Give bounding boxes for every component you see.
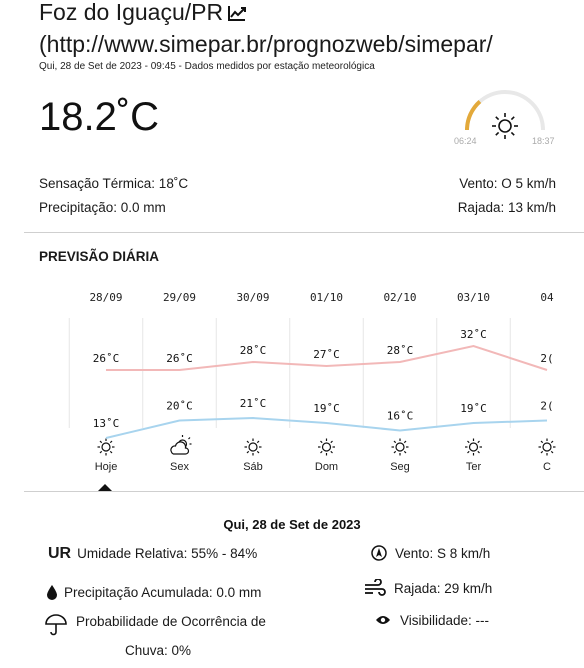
wind-row [371,545,490,564]
humidity-row [48,545,257,563]
eye-icon [375,614,391,629]
sunset-time: 18:37 [532,136,555,146]
forecast-max-temp: 26˚C [166,352,193,365]
humidity-text: Umidade Relativa: 55% - 84% [77,546,258,561]
forecast-min-temp: 16˚C [386,409,414,423]
forecast-day-name: Hoje [94,461,118,473]
city-title-line1: Foz do Iguaçu/PR [39,0,224,25]
feels-like: Sensação Térmica: 18˚C [39,176,189,191]
forecast-date: 02/10 [383,291,417,304]
rain-prob-row [44,614,284,658]
min-temp-line [106,418,547,438]
sun-arc [452,88,562,155]
compass-icon [371,545,387,564]
forecast-date: 28/09 [89,291,123,304]
forecast-date: 30/09 [236,291,270,304]
gust-text: Rajada: 29 km/h [394,581,493,597]
forecast-title: PREVISÃO DIÁRIA [39,249,160,264]
selected-day-pointer [98,484,112,491]
rain-prob-line1: Probabilidade de Ocorrência de [76,614,266,629]
current-temperature: 18.2˚C [39,95,160,139]
city-title-line2[interactable]: (http://www.simepar.br/prognozweb/simepar/ [39,30,493,57]
sun-icon [318,439,335,456]
sunrise-time: 06:24 [454,136,477,146]
sun-icon [492,113,518,139]
accumulated-text: Precipitação Acumulada: 0.0 mm [64,585,262,601]
sun-icon [245,439,262,456]
sun-icon [539,439,556,456]
forecast-max-temp: 32˚C [460,328,487,341]
measurement-subtitle: Qui, 28 de Set de 2023 - 09:45 - Dados medidos por estação meteorológica [39,61,375,72]
sun-icon [465,439,482,456]
current-gust: Rajada: 13 km/h [457,200,556,215]
forecast-date: 29/09 [162,291,197,304]
city-title [39,0,493,59]
wind-gust-icon [364,579,386,600]
current-wind: Vento: O 5 km/h [459,176,556,191]
forecast-max-temp: 26˚C [92,352,120,365]
forecast-max-temp: 28˚C [239,344,267,357]
forecast-day-name: Ter [465,461,482,473]
divider-bottom [24,491,584,492]
umbrella-icon [44,614,68,639]
forecast-min-temp: 2( [540,399,554,413]
details-date-title: Qui, 28 de Set de 2023 [223,517,361,532]
divider-top [24,232,584,233]
sun-progress-arc [467,102,480,131]
forecast-date: 03/10 [456,291,491,304]
daily-forecast-chart [0,282,584,492]
accumulated-row [46,584,261,603]
forecast-day-name: Seg [390,461,410,473]
forecast-min-temp: 21˚C [239,397,267,410]
current-precipitation: Precipitação: 0.0 mm [39,200,166,215]
forecast-max-temp: 28˚C [386,344,414,357]
sun-icon [98,439,115,456]
wind-text: Vento: S 8 km/h [395,546,491,562]
drop-icon [46,584,58,603]
visibility-text: Visibilidade: --- [400,613,490,628]
forecast-date: 04 [540,291,554,304]
rain-prob-line2: Chuva: 0% [125,643,192,658]
forecast-max-temp: 27˚C [313,348,340,361]
forecast-min-temp: 13˚C [92,417,120,430]
visibility-row [375,613,489,629]
gust-row [364,579,492,600]
partly-cloudy-icon [171,435,192,454]
chart-trend-icon[interactable] [227,0,247,29]
forecast-max-temp: 2( [540,352,554,365]
forecast-min-temp: 19˚C [313,402,340,415]
forecast-date: 01/10 [309,291,344,304]
forecast-min-temp: 20˚C [166,399,193,413]
sun-icon [392,439,409,456]
forecast-min-temp: 19˚C [460,402,487,415]
forecast-day-name: Dom [314,461,339,473]
forecast-day-name: Sex [170,461,189,473]
forecast-day-name: Sáb [243,461,263,473]
forecast-day-name: C [543,461,551,473]
ur-badge: UR [48,545,72,562]
